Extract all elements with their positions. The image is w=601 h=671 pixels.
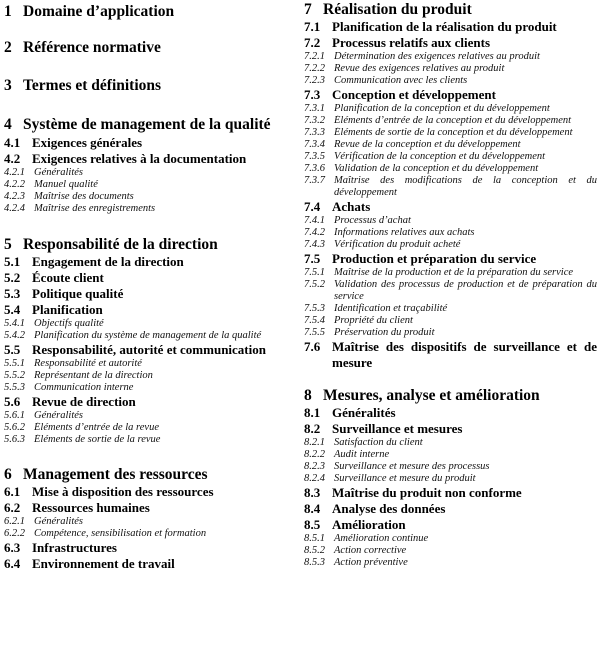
toc-chapter-5: [4, 235, 294, 254]
toc-chapter-7: [304, 0, 597, 19]
toc-title: Amélioration: [332, 517, 406, 532]
toc-subsection-8-5-1: [304, 533, 597, 545]
toc-title: Objectifs qualité: [34, 318, 104, 329]
toc-title: Compétence, sensibilisation et formation: [34, 528, 207, 539]
toc-number: 7.4.3: [304, 239, 325, 250]
toc-number: 7.3.6: [304, 163, 325, 174]
toc-title: Éléments de sortie de la conception et du développement: [334, 127, 573, 138]
toc-title: Exigences générales: [32, 135, 143, 150]
toc-title: Politique qualité: [32, 286, 124, 301]
toc-number: 8.1: [304, 405, 321, 420]
toc-chapter-4: [4, 115, 294, 134]
toc-number: 5: [4, 236, 12, 253]
toc-subsection-8-2-3: [304, 461, 597, 473]
toc-title: Revue de la conception et du développement: [334, 139, 521, 150]
toc-number: 5.5.2: [4, 370, 25, 381]
toc-subsection-7-5-2: [304, 279, 597, 303]
toc-title: Généralités: [332, 405, 396, 420]
toc-section-8-5: [304, 517, 597, 533]
toc-subsection-5-6-1: [4, 410, 294, 422]
toc-number: 6.2.1: [4, 516, 25, 527]
toc-subsection-6-2-2: [4, 528, 294, 540]
toc-title: Réalisation du produit: [323, 1, 472, 18]
toc-title: Propriété du client: [334, 315, 413, 326]
toc-title: Responsabilité de la direction: [23, 236, 218, 253]
toc-subsection-7-5-5: [304, 327, 597, 339]
toc-subsection-8-5-2: [304, 545, 597, 557]
toc-number: 7.4: [304, 199, 321, 214]
toc-subsection-6-2-1: [4, 516, 294, 528]
toc-section-5-6: [4, 394, 294, 410]
toc-section-4-2: [4, 151, 294, 167]
toc-section-5-1: [4, 254, 294, 270]
toc-title: Planification de la conception et du développement: [334, 103, 550, 114]
toc-subsection-5-6-2: [4, 422, 294, 434]
toc-section-5-2: [4, 270, 294, 286]
toc-title: Surveillance et mesure des processus: [334, 461, 490, 472]
toc-title: Maîtrise du produit non conforme: [332, 485, 522, 500]
toc-number: 6.4: [4, 556, 21, 571]
toc-subsection-7-4-2: [304, 227, 597, 239]
toc-title: Éléments d’entrée de la revue: [34, 422, 159, 433]
toc-subsection-7-3-2: [304, 115, 597, 127]
toc-chapter-1: [4, 2, 294, 21]
toc-title: Généralités: [34, 410, 83, 421]
toc-subsection-4-2-3: [4, 191, 294, 203]
toc-subsection-7-5-4: [304, 315, 597, 327]
toc-title: Responsabilité, autorité et communication: [32, 342, 266, 357]
toc-number: 8.4: [304, 501, 321, 516]
toc-title: Système de management de la qualité: [23, 116, 271, 133]
toc-section-8-4: [304, 501, 597, 517]
toc-number: 8.3: [304, 485, 321, 500]
toc-subsection-7-3-6: [304, 163, 597, 175]
toc-section-6-1: [4, 484, 294, 500]
toc-number: 7: [304, 1, 312, 18]
toc-subsection-7-2-1: [304, 51, 597, 63]
toc-title: Amélioration continue: [334, 533, 429, 544]
toc-number: 7.4.1: [304, 215, 325, 226]
toc-title: Validation de la conception et du développement: [334, 163, 539, 174]
toc-subsection-5-4-2: [4, 330, 294, 342]
toc-number: 5.4.2: [4, 330, 25, 341]
toc-section-7-4: [304, 199, 597, 215]
toc-subsection-4-2-1: [4, 167, 294, 179]
toc-number: 4: [4, 116, 12, 133]
toc-subsection-8-2-4: [304, 473, 597, 485]
toc-title: Manuel qualité: [34, 179, 98, 190]
toc-number: 5.1: [4, 254, 21, 269]
toc-section-7-3: [304, 87, 597, 103]
toc-title: Généralités: [34, 516, 83, 527]
toc-title: Revue de direction: [32, 394, 136, 409]
toc-title: Audit interne: [334, 449, 390, 460]
toc-subsection-5-5-1: [4, 358, 294, 370]
toc-number: 7.5.4: [304, 315, 325, 326]
toc-title: Maîtrise des dispositifs de surveillance et de mesure: [332, 339, 597, 370]
toc-section-6-4: [4, 556, 294, 572]
toc-number: 7.5.5: [304, 327, 325, 338]
toc-number: 7.2.1: [304, 51, 325, 62]
toc-subsection-7-5-3: [304, 303, 597, 315]
toc-section-7-1: [304, 19, 597, 35]
toc-number: 5.6.1: [4, 410, 25, 421]
toc-left-column: [4, 0, 294, 572]
toc-right-column: [304, 0, 597, 569]
toc-title: Vérification du produit acheté: [334, 239, 461, 250]
toc-number: 4.1: [4, 135, 21, 150]
toc-title: Ressources humaines: [32, 500, 150, 515]
toc-number: 5.6.3: [4, 434, 25, 445]
toc-chapter-6: [4, 465, 294, 484]
toc-section-6-3: [4, 540, 294, 556]
toc-number: 7.5: [304, 251, 321, 266]
toc-number: 5.3: [4, 286, 21, 301]
toc-number: 8.2.4: [304, 473, 325, 484]
toc-number: 7.2.2: [304, 63, 325, 74]
toc-number: 7.1: [304, 19, 321, 34]
toc-number: 7.5.2: [304, 279, 325, 290]
toc-subsection-7-3-5: [304, 151, 597, 163]
toc-number: 7.3.5: [304, 151, 325, 162]
toc-section-8-2: [304, 421, 597, 437]
toc-number: 5.4.1: [4, 318, 25, 329]
toc-title: Éléments d’entrée de la conception et du développement: [334, 115, 572, 126]
toc-number: 4.2: [4, 151, 21, 166]
toc-section-7-5: [304, 251, 597, 267]
toc-number: 8.5: [304, 517, 321, 532]
toc-number: 6.1: [4, 484, 21, 499]
toc-number: 8.2.2: [304, 449, 325, 460]
toc-subsection-7-4-1: [304, 215, 597, 227]
toc-section-5-4: [4, 302, 294, 318]
toc-title: Préservation du produit: [334, 327, 435, 338]
toc-title: Processus d’achat: [334, 215, 411, 226]
toc-subsection-7-3-4: [304, 139, 597, 151]
toc-title: Analyse des données: [332, 501, 446, 516]
toc-number: 6.2.2: [4, 528, 25, 539]
toc-title: Planification: [32, 302, 103, 317]
toc-title: Action corrective: [334, 545, 407, 556]
toc-section-8-3: [304, 485, 597, 501]
toc-title: Écoute client: [32, 270, 104, 285]
toc-subsection-5-4-1: [4, 318, 294, 330]
toc-title: Processus relatifs aux clients: [332, 35, 491, 50]
toc-subsection-8-5-3: [304, 557, 597, 569]
toc-title: Action préventive: [334, 557, 408, 568]
toc-title: Achats: [332, 199, 371, 214]
toc-title: Identification et traçabilité: [334, 303, 448, 314]
toc-subsection-5-5-2: [4, 370, 294, 382]
toc-number: 5.6.2: [4, 422, 25, 433]
toc-subsection-5-5-3: [4, 382, 294, 394]
toc-title: Éléments de sortie de la revue: [34, 434, 161, 445]
toc-number: 5.5.1: [4, 358, 25, 369]
toc-number: 6: [4, 466, 12, 483]
toc-title: Généralités: [34, 167, 83, 178]
toc-title: Domaine d’application: [23, 3, 175, 20]
toc-title: Production et préparation du service: [332, 251, 537, 266]
toc-number: 8.5.3: [304, 557, 325, 568]
toc-number: 4.2.2: [4, 179, 25, 190]
toc-title: Engagement de la direction: [32, 254, 184, 269]
toc-number: 5.2: [4, 270, 21, 285]
toc-title: Maîtrise des documents: [34, 191, 134, 202]
toc-title: Représentant de la direction: [34, 370, 153, 381]
toc-title: Mise à disposition des ressources: [32, 484, 214, 499]
toc-subsection-7-2-3: [304, 75, 597, 87]
toc-number: 4.2.1: [4, 167, 25, 178]
toc-number: 6.3: [4, 540, 21, 555]
toc-number: 7.3.1: [304, 103, 325, 114]
toc-number: 8.5.2: [304, 545, 325, 556]
toc-number: 7.3: [304, 87, 321, 102]
toc-title: Communication avec les clients: [334, 75, 468, 86]
toc-subsection-8-2-2: [304, 449, 597, 461]
toc-number: 6.2: [4, 500, 21, 515]
toc-number: 7.3.2: [304, 115, 325, 126]
toc-title: Conception et développement: [332, 87, 496, 102]
toc-title: Validation des processus de production et de préparation du service: [334, 279, 597, 302]
toc-number: 8.2.1: [304, 437, 325, 448]
toc-subsection-7-2-2: [304, 63, 597, 75]
toc-number: 7.4.2: [304, 227, 325, 238]
toc-number: 3: [4, 77, 12, 94]
toc-subsection-7-3-3: [304, 127, 597, 139]
toc-title: Mesures, analyse et amélioration: [323, 387, 540, 404]
toc-title: Vérification de la conception et du développement: [334, 151, 546, 162]
toc-number: 4.2.4: [4, 203, 25, 214]
toc-number: 5.4: [4, 302, 21, 317]
toc-title: Satisfaction du client: [334, 437, 423, 448]
toc-chapter-2: [4, 38, 294, 57]
toc-subsection-7-3-7: [304, 175, 597, 199]
toc-title: Surveillance et mesures: [332, 421, 463, 436]
toc-number: 8.2.3: [304, 461, 325, 472]
toc-title: Responsabilité et autorité: [34, 358, 142, 369]
toc-chapter-3: [4, 76, 294, 95]
toc-subsection-7-3-1: [304, 103, 597, 115]
toc-section-6-2: [4, 500, 294, 516]
toc-title: Maîtrise des modifications de la conception et du développement: [334, 175, 597, 198]
toc-title: Communication interne: [34, 382, 134, 393]
toc-subsection-4-2-4: [4, 203, 294, 215]
toc-number: 7.6: [304, 339, 321, 354]
toc-number: 7.3.4: [304, 139, 325, 150]
toc-section-8-1: [304, 405, 597, 421]
toc-title: Maîtrise des enregistrements: [34, 203, 156, 214]
toc-title: Référence normative: [23, 39, 161, 56]
toc-title: Exigences relatives à la documentation: [32, 151, 247, 166]
toc-subsection-5-6-3: [4, 434, 294, 446]
toc-title: Détermination des exigences relatives au produit: [334, 51, 540, 62]
toc-number: 7.2: [304, 35, 321, 50]
toc-title: Management des ressources: [23, 466, 208, 483]
toc-chapter-8: [304, 386, 597, 405]
toc-title: Infrastructures: [32, 540, 117, 555]
toc-subsection-7-5-1: [304, 267, 597, 279]
toc-number: 2: [4, 39, 12, 56]
toc-section-5-3: [4, 286, 294, 302]
toc-title: Environnement de travail: [32, 556, 175, 571]
toc-section-4-1: [4, 135, 294, 151]
toc-title: Revue des exigences relatives au produit: [334, 63, 505, 74]
toc-number: 7.2.3: [304, 75, 325, 86]
toc-subsection-7-4-3: [304, 239, 597, 251]
toc-section-7-2: [304, 35, 597, 51]
toc-number: 8.2: [304, 421, 321, 436]
toc-section-7-6: [304, 339, 597, 371]
toc-number: 8.5.1: [304, 533, 325, 544]
toc-section-5-5: [4, 342, 294, 358]
toc-number: 7.3.7: [304, 175, 325, 186]
toc-number: 7.5.3: [304, 303, 325, 314]
toc-title: Termes et définitions: [23, 77, 162, 94]
toc-title: Planification du système de management de la qualité: [34, 330, 262, 341]
toc-number: 8: [304, 387, 312, 404]
toc-subsection-4-2-2: [4, 179, 294, 191]
toc-title: Planification de la réalisation du produit: [332, 19, 557, 34]
toc-subsection-8-2-1: [304, 437, 597, 449]
toc-title: Surveillance et mesure du produit: [334, 473, 476, 484]
toc-title: Maîtrise de la production et de la préparation du service: [334, 267, 574, 278]
toc-number: 5.5: [4, 342, 21, 357]
toc-number: 5.6: [4, 394, 21, 409]
toc-number: 4.2.3: [4, 191, 25, 202]
toc-title: Informations relatives aux achats: [334, 227, 475, 238]
toc-number: 7.3.3: [304, 127, 325, 138]
toc-number: 7.5.1: [304, 267, 325, 278]
toc-number: 1: [4, 3, 12, 20]
toc-number: 5.5.3: [4, 382, 25, 393]
